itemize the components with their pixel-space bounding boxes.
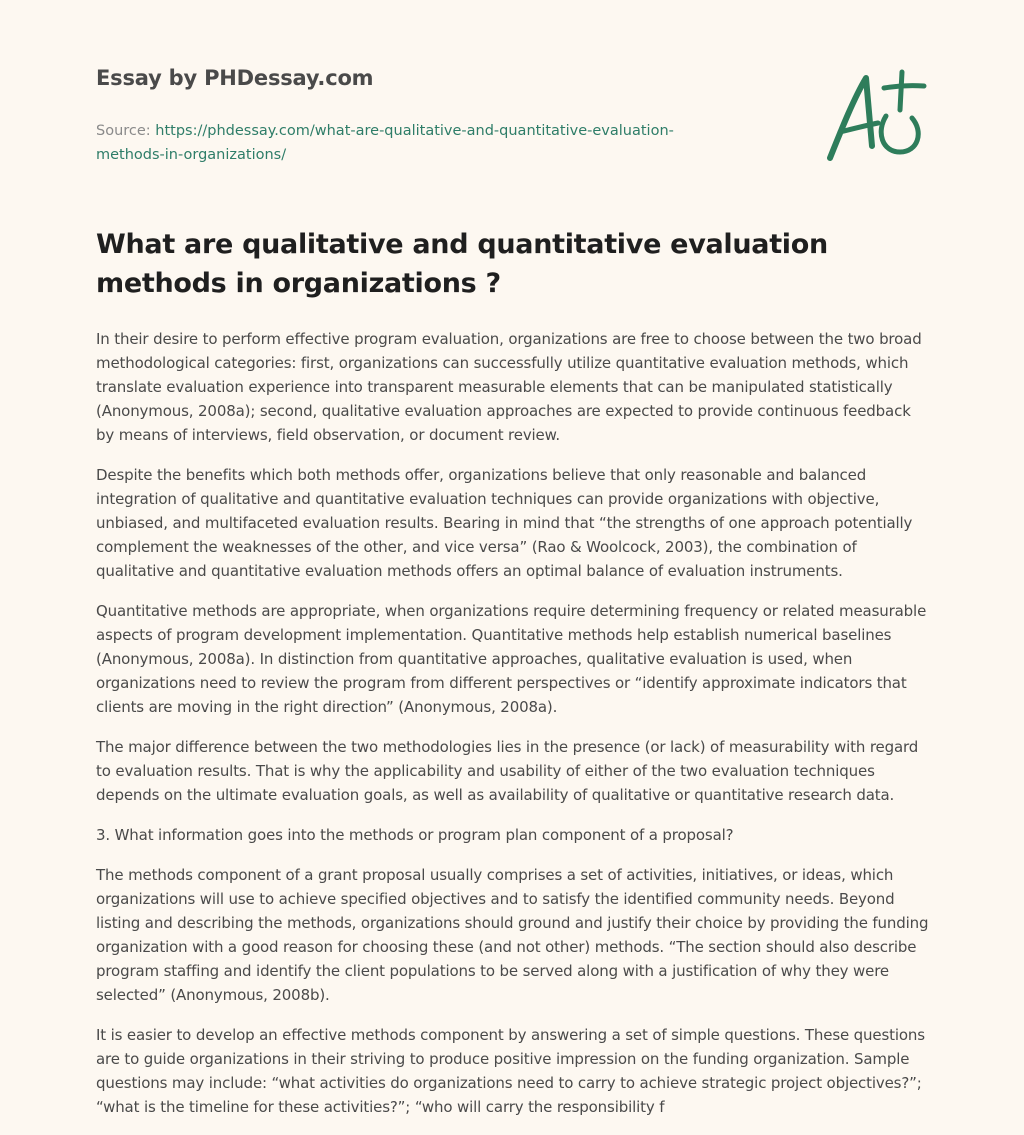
paragraph: The major difference between the two methodologies lies in the presence (or lack) of measurability with regard to evaluation results. That is why the applicability and usability of either of the two evaluation techniques depends on the ultimate evaluation goals, as well as availability of qualitative or quantitative research data. — [96, 738, 919, 804]
source-line — [96, 119, 736, 167]
essay-header — [96, 66, 736, 167]
source-label: Source: — [96, 123, 151, 139]
paragraph: In their desire to perform effective program evaluation, organizations are free to choose between the two broad methodological categories: first, organizations can successfully utilize quantitative evaluation methods, which translate evaluation experience into transparent measurable elements that can be manipulated statistically (Anonymous, 2008a); second, qualitative evaluation approaches are expected to provide continuous feedback by means of interviews, field observation, or document review. — [96, 330, 922, 444]
paragraph: Despite the benefits which both methods offer, organizations believe that only reasonable and balanced integration of qualitative and quantitative evaluation techniques can provide organizations with objective, unbiased, and multifaceted evaluation results. Bearing in mind that “the strengths of one approach potentially complement the weaknesses of the other, and vice versa” (Rao & Woolcock, 2003), the combination of qualitative and quantitative evaluation methods offers an optimal balance of evaluation instruments. — [96, 466, 913, 580]
paragraph: Quantitative methods are appropriate, when organizations require determining frequency or related measurable aspects of program development implementation. Quantitative methods help establish numerical baselines (Anonymous, 2008a). In distinction from quantitative approaches, qualitative evaluation is used, when organizations need to review the program from different perspectives or “identify approximate indicators that clients are moving in the right direction” (Anonymous, 2008a). — [96, 602, 927, 716]
source-url-line1: https://phdessay.com/what-are-qualitative-and-quantitative-evaluation- — [155, 123, 674, 139]
section-question: 3. What information goes into the methods or program plan component of a proposal? — [96, 826, 734, 844]
essay-body — [96, 225, 930, 1135]
source-url-line2: methods-in-organizations/ — [96, 147, 287, 163]
page-title: What are qualitative and quantitative evaluation methods in organizations ? — [96, 229, 828, 299]
a-plus-grade-icon — [820, 66, 932, 166]
source-link[interactable] — [96, 123, 674, 163]
paragraph: The methods component of a grant proposal usually comprises a set of activities, initiatives, or ideas, which organizations will use to achieve specified objectives and to satisfy the identified community needs. Beyond listing and describing the methods, organizations should ground and justify their choice by providing the funding organization with a good reason for choosing these (and not other) methods. “The section should also describe program staffing and identify the client populations to be served along with a justification of why they were selected” (Anonymous, 2008b). — [96, 866, 929, 1004]
paragraph-truncated: It is easier to develop an effective methods component by answering a set of simple questions. These questions are to guide organizations in their striving to produce positive impression on the funding organization. Sample questions may include: “what activities do organizations need to carry to achieve strategic project objectives?”; “what is the timeline for these activities?”; “who will carry the responsibility f — [96, 1026, 925, 1116]
site-brand: Essay by PHDessay.com — [96, 66, 374, 90]
